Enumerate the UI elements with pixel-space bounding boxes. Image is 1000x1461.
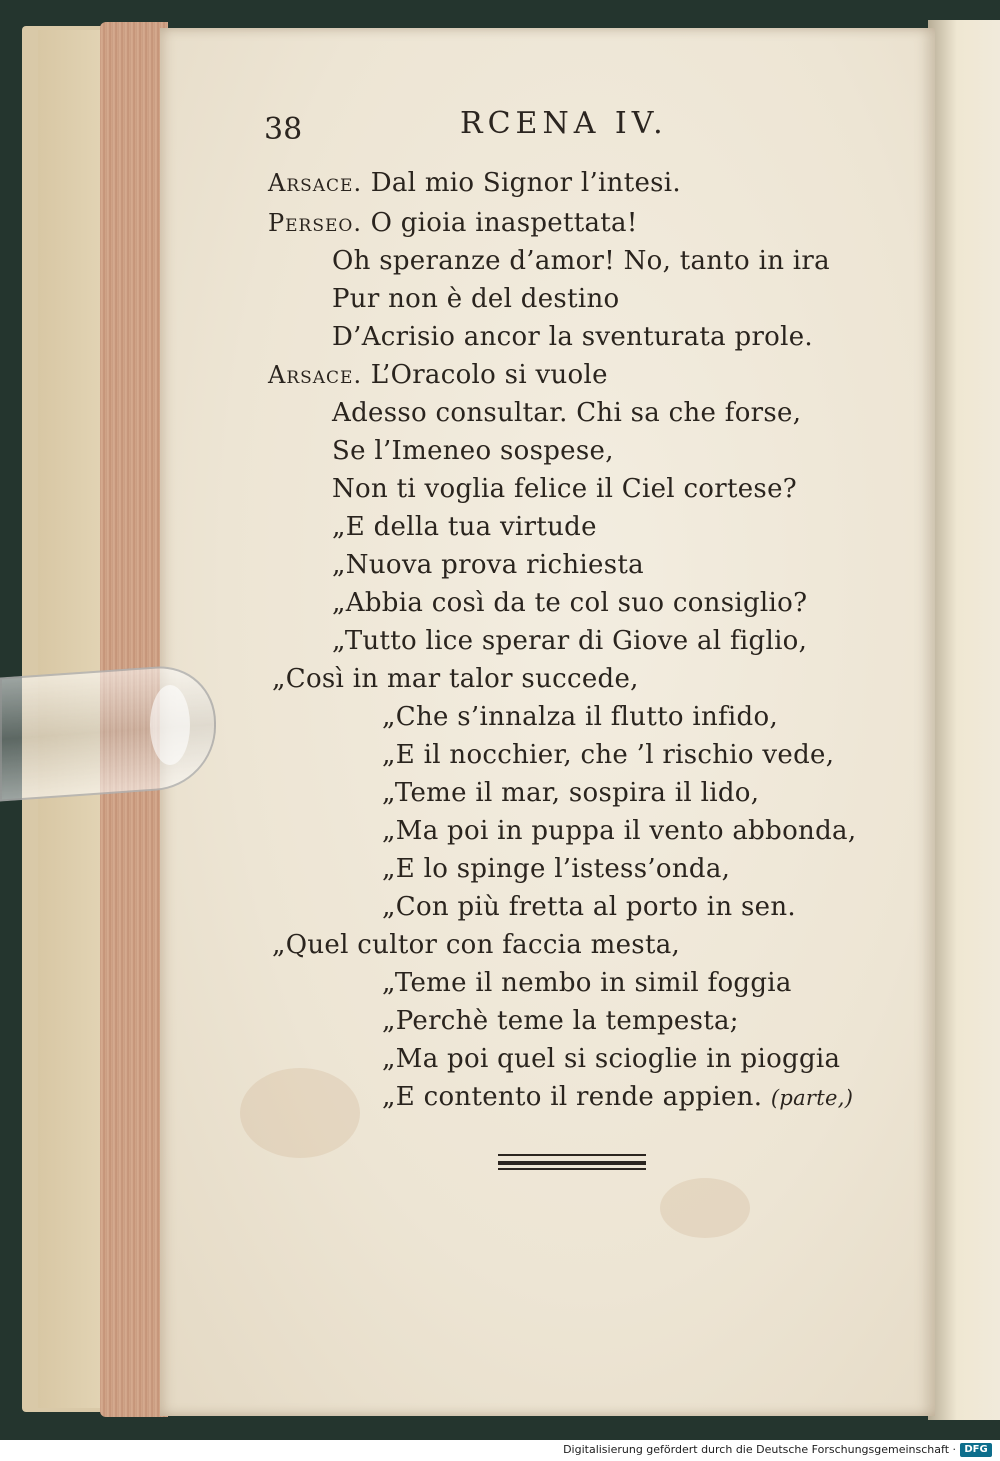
verse-line: „Teme il mar, sospira il lido, <box>382 778 760 808</box>
stage-direction: (parte,) <box>770 1086 854 1110</box>
verse-line: „Con più fretta al porto in sen. <box>382 892 796 922</box>
line-text: L’Oracolo si vuole <box>370 360 608 390</box>
verse-line <box>268 168 681 198</box>
verse-line: Adesso consultar. Chi sa che forse, <box>332 398 802 428</box>
verse-line: „Che s’innalza il flutto infido, <box>382 702 779 732</box>
verse-line: Se l’Imeneo sospese, <box>332 436 614 466</box>
verse-line: „Teme il nembo in simil foggia <box>382 968 792 998</box>
verse-line: „Ma poi quel si scioglie in pioggia <box>382 1044 841 1074</box>
page-stain <box>240 1068 360 1158</box>
verse-line: „Ma poi in puppa il vento abbonda, <box>382 816 857 846</box>
verse-line: Oh speranze d’amor! No, tanto in ira <box>332 246 830 276</box>
verse-line: „Abbia così da te col suo consiglio? <box>332 588 808 618</box>
facing-page-edge <box>928 20 1000 1420</box>
verse-line <box>382 1082 853 1112</box>
page-number: 38 <box>264 112 303 147</box>
verse-line: Pur non è del destino <box>332 284 620 314</box>
line-text: O gioia inaspettata! <box>370 208 638 238</box>
funding-credit: Digitalisierung gefördert durch die Deutsche Forschungsgemeinschaft · <box>563 1443 956 1456</box>
glass-highlight <box>150 685 190 765</box>
verse-line: „Quel cultor con faccia mesta, <box>272 930 681 960</box>
section-rule <box>498 1161 646 1165</box>
book-page <box>160 28 935 1416</box>
section-rule <box>498 1168 646 1170</box>
verse-line <box>268 208 638 238</box>
verse-line: „E il nocchier, che ’l rischio vede, <box>382 740 835 770</box>
verse-line: „E della tua virtude <box>332 512 597 542</box>
verse-line: D’Acrisio ancor la sventurata prole. <box>332 322 813 352</box>
verse-line: „Perchè teme la tempesta; <box>382 1006 739 1036</box>
verse-line: „E lo spinge l’istess’onda, <box>382 854 731 884</box>
verse-line <box>268 360 608 390</box>
speaker-name: Arsace. <box>268 169 363 197</box>
speaker-name: Arsace. <box>268 361 363 389</box>
section-rule <box>498 1154 646 1156</box>
speaker-name: Perseo. <box>268 209 362 237</box>
page-stain <box>660 1178 750 1238</box>
verse-line: Non ti voglia felice il Ciel cortese? <box>332 474 797 504</box>
line-text: „E contento il rende appien. <box>382 1082 763 1112</box>
verse-line: „Così in mar talor succede, <box>272 664 639 694</box>
line-text: Dal mio Signor l’intesi. <box>370 168 681 198</box>
verse-line: „Nuova prova richiesta <box>332 550 644 580</box>
running-head: RCENA IV. <box>460 106 668 141</box>
dfg-logo-icon: DFG <box>960 1443 992 1457</box>
verse-line: „Tutto lice sperar di Giove al figlio, <box>332 626 808 656</box>
